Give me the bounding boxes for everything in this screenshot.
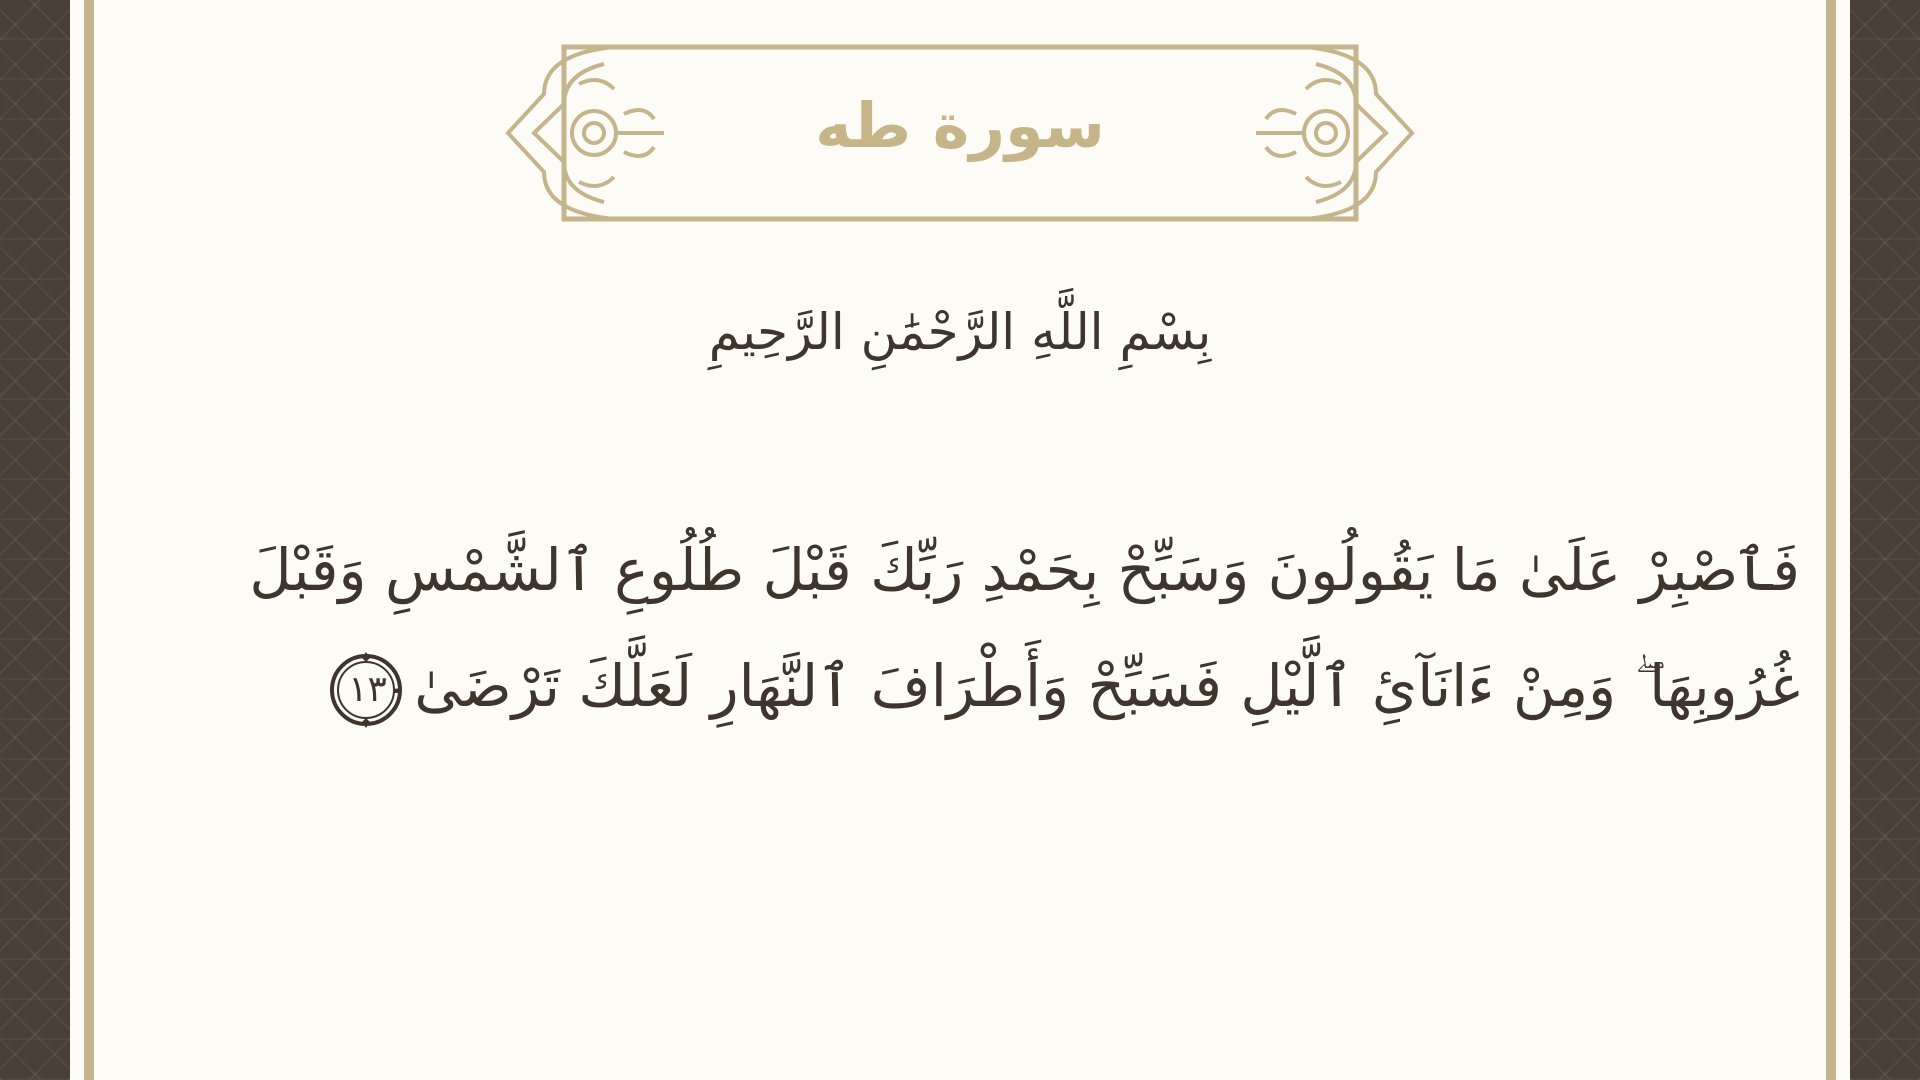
verse-line-2-text: غُرُوبِهَا ۖ وَمِنْ ءَانَآئِ ٱلَّيْلِ فَسَبِّحْ وَأَطْرَافَ ٱلنَّهَارِ لَعَلَّكَ تَرْضَىٰ — [414, 652, 1800, 720]
verse-text — [180, 512, 1800, 744]
ayah-end-marker — [326, 650, 406, 730]
ayah-number: ١٣٠ — [348, 668, 407, 710]
verse-line-2 — [180, 628, 1800, 744]
surah-title: سورة طه — [815, 89, 1105, 162]
verse-line-1: فَٱصْبِرْ عَلَىٰ مَا يَقُولُونَ وَسَبِّحْ بِحَمْدِ رَبِّكَ قَبْلَ طُلُوعِ ٱلشَّمْسِ وَقَبْلَ — [249, 536, 1800, 604]
basmala: بِسْمِ اللَّهِ الرَّحْمَٰنِ الرَّحِيمِ — [708, 303, 1212, 361]
